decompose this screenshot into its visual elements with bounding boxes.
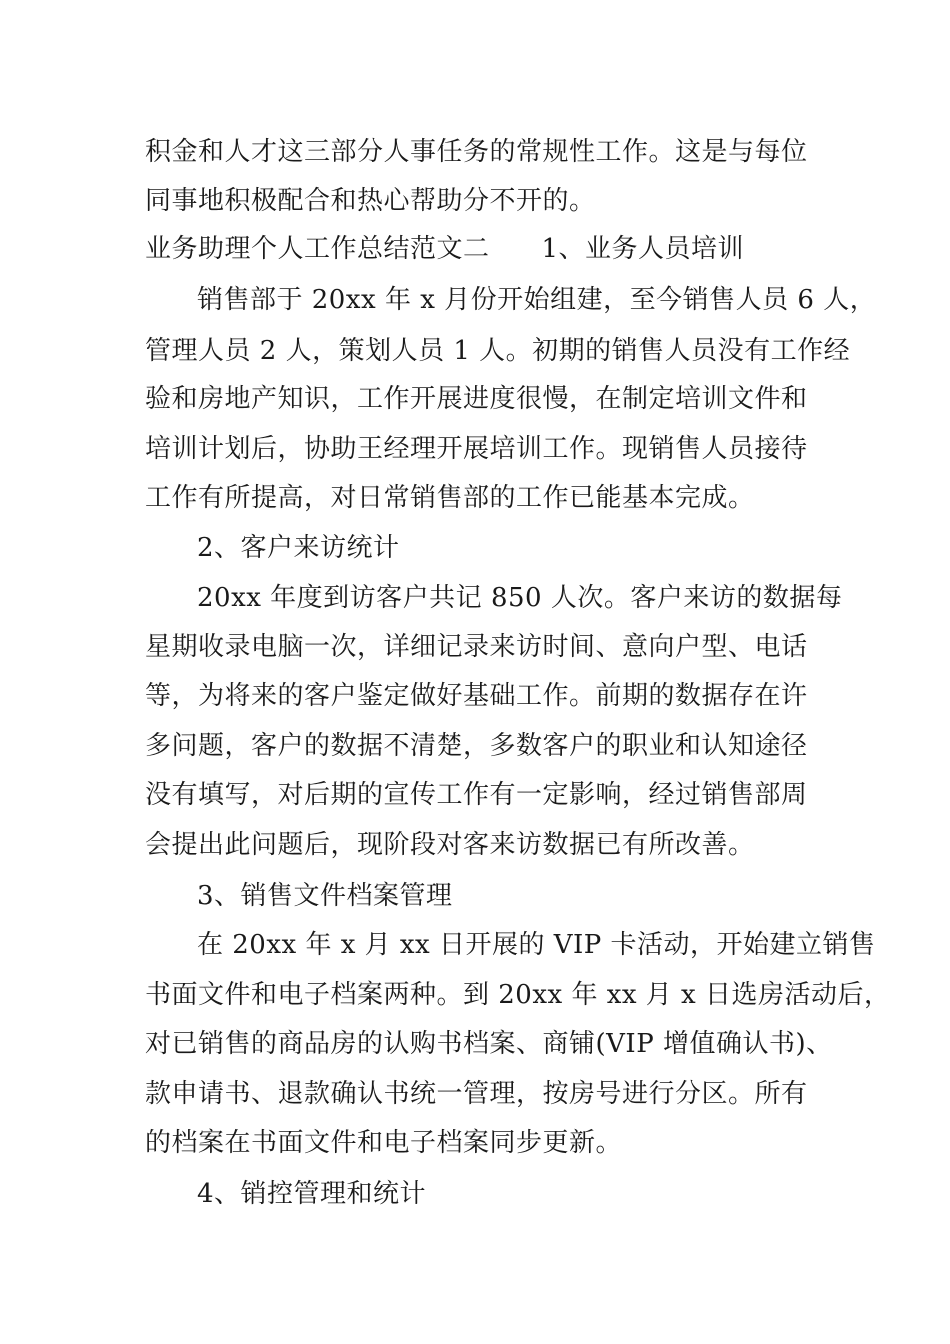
section2-title: 2、客户来访统计 (197, 533, 400, 563)
section1-line-5: 工作有所提高，对日常销售部的工作已能基本完成。 (145, 483, 755, 513)
section2-line-3: 等，为将来的客户鉴定做好基础工作。前期的数据存在许 (145, 681, 808, 711)
heading-subtitle: 1、业务人员培训 (541, 234, 745, 264)
section1-line-1: 销售部于 20xx 年 x 月份开始组建，至今销售人员 6 人， (197, 285, 877, 315)
section2-line-1: 20xx 年度到访客户共记 850 人次。客户来访的数据每 (197, 583, 843, 613)
section3-line-2: 书面文件和电子档案两种。到 20xx 年 xx 月 x 日选房活动后， (145, 980, 891, 1010)
heading-title: 业务助理个人工作总结范文二 (145, 234, 490, 264)
section3-line-5: 的档案在书面文件和电子档案同步更新。 (145, 1128, 623, 1158)
section2-line-2: 星期收录电脑一次，详细记录来访时间、意向户型、电话 (145, 632, 808, 662)
section3-line-1: 在 20xx 年 x 月 xx 日开展的 VIP 卡活动，开始建立销售 (197, 930, 876, 960)
section2-line-4: 多问题，客户的数据不清楚，多数客户的职业和认知途径 (145, 731, 808, 761)
section3-title: 3、销售文件档案管理 (197, 881, 453, 911)
intro-line-1: 积金和人才这三部分人事任务的常规性工作。这是与每位 (145, 137, 808, 167)
intro-line-2: 同事地积极配合和热心帮助分不开的。 (145, 186, 596, 216)
section2-line-5: 没有填写，对后期的宣传工作有一定影响，经过销售部周 (145, 780, 808, 810)
section1-line-3: 验和房地产知识，工作开展进度很慢，在制定培训文件和 (145, 384, 808, 414)
section-heading (145, 233, 744, 265)
section3-line-3: 对已销售的商品房的认购书档案、商铺(VIP 增值确认书)、 (145, 1029, 833, 1059)
section2-line-6: 会提出此问题后，现阶段对客来访数据已有所改善。 (145, 830, 755, 860)
section1-line-2: 管理人员 2 人，策划人员 1 人。初期的销售人员没有工作经 (145, 336, 851, 366)
section4-title: 4、销控管理和统计 (197, 1179, 427, 1209)
section3-line-4: 款申请书、退款确认书统一管理，按房号进行分区。所有 (145, 1079, 808, 1109)
section1-line-4: 培训计划后，协助王经理开展培训工作。现销售人员接待 (145, 434, 808, 464)
